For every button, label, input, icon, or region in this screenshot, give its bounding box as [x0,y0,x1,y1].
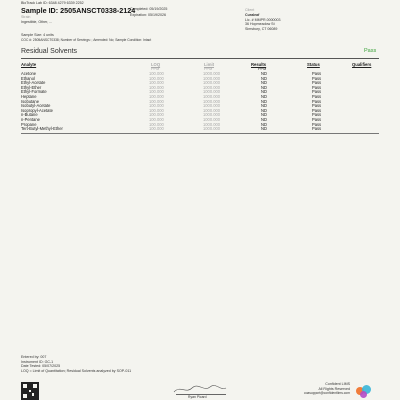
loq-value: 100.000 [149,98,164,104]
instrument-id: Instrument ID: GC-1 [21,359,54,364]
status-value: Pass [312,89,322,95]
loq-value: 100.000 [149,112,164,118]
status-value: Pass [312,94,322,99]
loq-value: 100.000 [149,75,164,81]
analyte-name: n-Butane [21,112,38,118]
limit-value: 1000.000 [203,94,221,99]
client-address-2: Simsbury, CT 06089 [245,26,278,31]
loq-value: 100.000 [149,84,164,90]
analyte-name: Heptane [21,94,37,99]
strain-label: Strain [21,15,31,19]
coc-line: COC #: 2505ANSCT0338; Number of Servings: ; Amended: No; Sample Condition: Intact [21,37,152,42]
status-value: Pass [312,126,322,132]
section-title: Residual Solvents [21,48,78,55]
analyte-name: Ethanol [21,75,35,81]
qr-code-icon [21,382,39,400]
status-value: Pass [312,112,322,118]
result-value: ND [261,89,267,95]
status-value: Pass [312,84,322,90]
loq-value: 100.000 [149,89,164,95]
status-value: Pass [312,80,322,86]
status-value: Pass [312,121,322,127]
result-value: ND [261,94,267,99]
rights-text: All Rights Reserved [318,386,350,391]
limit-value: 1000.000 [203,75,221,81]
col-qualifiers: Qualifiers [352,62,372,67]
status-value: Pass [312,117,322,122]
status-value: Pass [312,75,322,81]
loq-value: 100.000 [149,117,164,122]
result-value: ND [261,80,267,86]
section-divider [21,58,379,59]
unit-results: PPM [258,67,267,71]
matrix: Ingestible, Other, ... [21,19,53,24]
loq-note: LOQ = Limit of Quantitation; Residual Solvents analyzed by SOP-011 [21,368,132,373]
client-license: Lic. # MMPR.0000003 [245,17,281,22]
table-row [21,127,379,132]
result-value: ND [261,75,267,81]
status-value: Pass [312,107,322,113]
limit-value: 1000.000 [203,107,221,113]
col-limit: Limit [204,62,215,67]
sample-size: Sample Size: 4 units [21,33,54,37]
limit-value: 1000.000 [203,98,221,104]
limit-value: 1000.000 [203,112,221,118]
result-value: ND [261,112,267,118]
loq-value: 100.000 [149,107,164,113]
col-loq: LOQ [151,62,161,67]
loq-value: 100.000 [149,71,164,76]
status-value: Pass [312,98,322,104]
company-name: Confident LIMS [325,382,350,386]
analyte-name: Acetone [21,71,37,76]
completed-date: Completed: 05/19/2025 [130,7,168,11]
limit-value: 1000.000 [203,89,221,95]
support-email: coasupport@confidentlims.com [303,391,350,395]
analyte-name: Isobutyl-Acetate [21,103,51,109]
biotrack-id: BioTrack Lab ID: 6348 4279 6339 2252 [21,1,84,5]
analyte-name: Ethyl-Acetate [21,80,46,86]
limit-value: 1000.000 [203,80,221,86]
loq-value: 100.000 [149,121,164,127]
client-address-1: 36 Hopmeadow St [245,22,275,26]
expiration-date: Expiration: 05/19/2026 [130,12,166,17]
result-value: ND [261,117,267,122]
unit-loq: PPM [151,67,160,71]
date-tested: Date Tested: 05/07/2025 [21,364,61,368]
analyte-name: Ethyl-Ether [21,84,42,90]
col-analyte: Analyte [21,62,37,67]
analyte-name: Tert-Butyl-Methyl-Ether [21,126,63,132]
analyte-name: Isobutane [21,98,39,104]
signer-name: Ryan Picard [188,395,207,399]
loq-value: 100.000 [149,80,164,86]
result-value: ND [261,126,267,132]
result-value: ND [261,98,267,104]
status-value: Pass [312,71,322,76]
section-status: Pass [364,48,377,54]
analyte-name: n-Pentane [21,117,40,122]
analyte-name: Ethyl-Formate [21,89,47,95]
analyte-name: Isopropyl-Acetate [21,107,53,113]
limit-value: 1000.000 [203,103,221,109]
client-name: Curaleaf [245,13,260,17]
status-value: Pass [312,103,322,109]
col-results: Results [251,62,267,67]
unit-limit: PPM [204,67,213,71]
result-value: ND [261,121,267,127]
col-status: Status [307,62,320,67]
limit-value: 1000.000 [203,71,221,76]
result-value: ND [261,71,267,76]
entered-by: Entered by: 007 [21,355,47,359]
result-value: ND [261,107,267,113]
result-value: ND [261,84,267,90]
limit-value: 1000.000 [203,126,221,132]
loq-value: 100.000 [149,103,164,109]
table-end-divider [21,133,379,134]
loq-value: 100.000 [149,126,164,132]
result-value: ND [261,103,267,109]
analyte-name: Propane [21,121,37,127]
limit-value: 1000.000 [203,84,221,90]
sample-id: Sample ID: 2505ANSCT0338-2124 [21,6,136,15]
loq-value: 100.000 [149,94,164,99]
limit-value: 1000.000 [203,117,221,122]
client-label: Client [245,8,255,12]
limit-value: 1000.000 [203,121,221,127]
